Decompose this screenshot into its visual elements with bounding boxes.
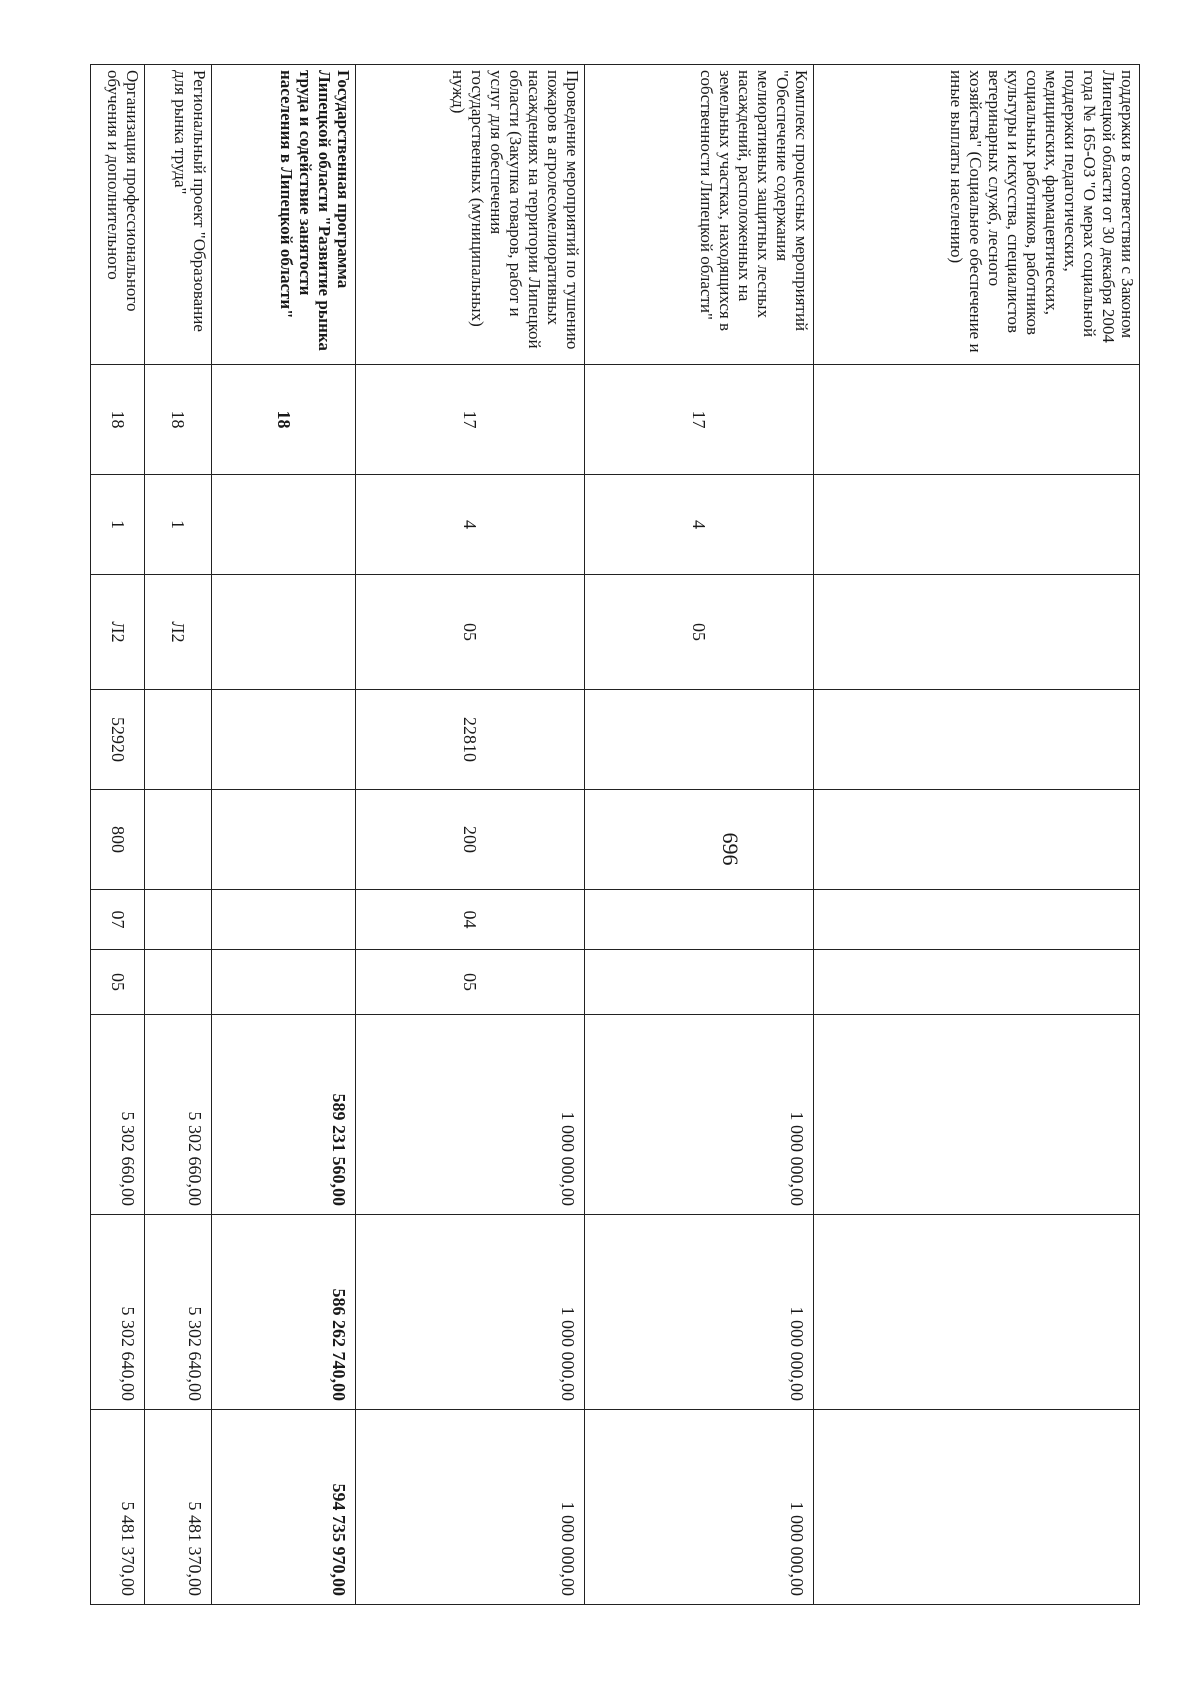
subprogram-code	[814, 475, 1140, 575]
row-name: Государственная программа Липецкой области "Развитие рынка труда и содействие занятости населения в Липецкой области"	[211, 65, 356, 365]
row-name: Проведение мероприятий по тушению пожаров в агролесомелиоративных насаждениях на территории Липецкой области (Закупка товаров, работ и услуг для обеспечения государственных (муниципальных) нужд)	[356, 65, 585, 365]
amount-year-1: 5 302 660,00	[145, 1015, 211, 1215]
table-row	[145, 65, 211, 1605]
row-name: Организация профессионального обучения и дополнительного	[91, 65, 145, 365]
amount-year-3: 1 000 000,00	[585, 1410, 814, 1605]
section-code: 07	[91, 890, 145, 950]
amount-year-3: 5 481 370,00	[145, 1410, 211, 1605]
row-name: Комплекс процессных мероприятий "Обеспечение содержания мелиоративных защитных лесных насаждений, расположенных на земельных участках, находящихся в собственности Липецкой области"	[585, 65, 814, 365]
amount-year-1: 1 000 000,00	[356, 1015, 585, 1215]
expense-type-code: 800	[91, 790, 145, 890]
subsection-code	[814, 950, 1140, 1015]
program-code: 17	[585, 365, 814, 475]
table-row	[356, 65, 585, 1605]
direction-code: 52920	[91, 690, 145, 790]
budget-table-wrapper	[90, 64, 1140, 1604]
subprogram-code: 4	[356, 475, 585, 575]
amount-year-2: 5 302 640,00	[145, 1215, 211, 1410]
program-code: 18	[145, 365, 211, 475]
page-number: 696	[718, 832, 743, 866]
direction-code	[814, 690, 1140, 790]
program-code: 18	[91, 365, 145, 475]
program-code: 17	[356, 365, 585, 475]
amount-year-2: 586 262 740,00	[211, 1215, 356, 1410]
expense-type-code: 200	[356, 790, 585, 890]
amount-year-1: 1 000 000,00	[585, 1015, 814, 1215]
section-code	[145, 890, 211, 950]
subsection-code	[585, 950, 814, 1015]
table-row	[211, 65, 356, 1605]
direction-code: 22810	[356, 690, 585, 790]
subprogram-code	[211, 475, 356, 575]
event-code	[211, 575, 356, 690]
event-code: 05	[356, 575, 585, 690]
program-code: 18	[211, 365, 356, 475]
table-row	[585, 65, 814, 1605]
budget-table	[90, 64, 1140, 1605]
expense-type-code	[814, 790, 1140, 890]
amount-year-3: 5 481 370,00	[91, 1410, 145, 1605]
section-code	[585, 890, 814, 950]
program-code	[814, 365, 1140, 475]
amount-year-3: 1 000 000,00	[356, 1410, 585, 1605]
expense-type-code	[145, 790, 211, 890]
event-code: Л2	[91, 575, 145, 690]
section-code	[814, 890, 1140, 950]
amount-year-3: 594 735 970,00	[211, 1410, 356, 1605]
section-code: 04	[356, 890, 585, 950]
expense-type-code	[585, 790, 814, 890]
event-code: 05	[585, 575, 814, 690]
event-code: Л2	[145, 575, 211, 690]
table-row	[814, 65, 1140, 1605]
subsection-code: 05	[91, 950, 145, 1015]
amount-year-2: 5 302 640,00	[91, 1215, 145, 1410]
amount-year-1: 589 231 560,00	[211, 1015, 356, 1215]
amount-year-2	[814, 1215, 1140, 1410]
amount-year-1: 5 302 660,00	[91, 1015, 145, 1215]
table-row	[91, 65, 145, 1605]
row-name: поддержки в соответствии с Законом Липецкой области от 30 декабря 2004 года № 165-ОЗ "О мерах социальной поддержки педагогических, медицинских, фармацевтических, социальных работников, работников культуры и искусства, специалистов ветеринарных служб, лесного хозяйства" (Социальное обеспечение и иные выплаты населению)	[814, 65, 1140, 365]
amount-year-2: 1 000 000,00	[585, 1215, 814, 1410]
subsection-code: 05	[356, 950, 585, 1015]
subsection-code	[211, 950, 356, 1015]
expense-type-code	[211, 790, 356, 890]
amount-year-3	[814, 1410, 1140, 1605]
direction-code	[211, 690, 356, 790]
section-code	[211, 890, 356, 950]
row-name: Региональный проект "Образование для рынка труда"	[145, 65, 211, 365]
subprogram-code: 1	[91, 475, 145, 575]
direction-code	[585, 690, 814, 790]
amount-year-2: 1 000 000,00	[356, 1215, 585, 1410]
amount-year-1	[814, 1015, 1140, 1215]
subprogram-code: 1	[145, 475, 211, 575]
subsection-code	[145, 950, 211, 1015]
direction-code	[145, 690, 211, 790]
event-code	[814, 575, 1140, 690]
subprogram-code: 4	[585, 475, 814, 575]
